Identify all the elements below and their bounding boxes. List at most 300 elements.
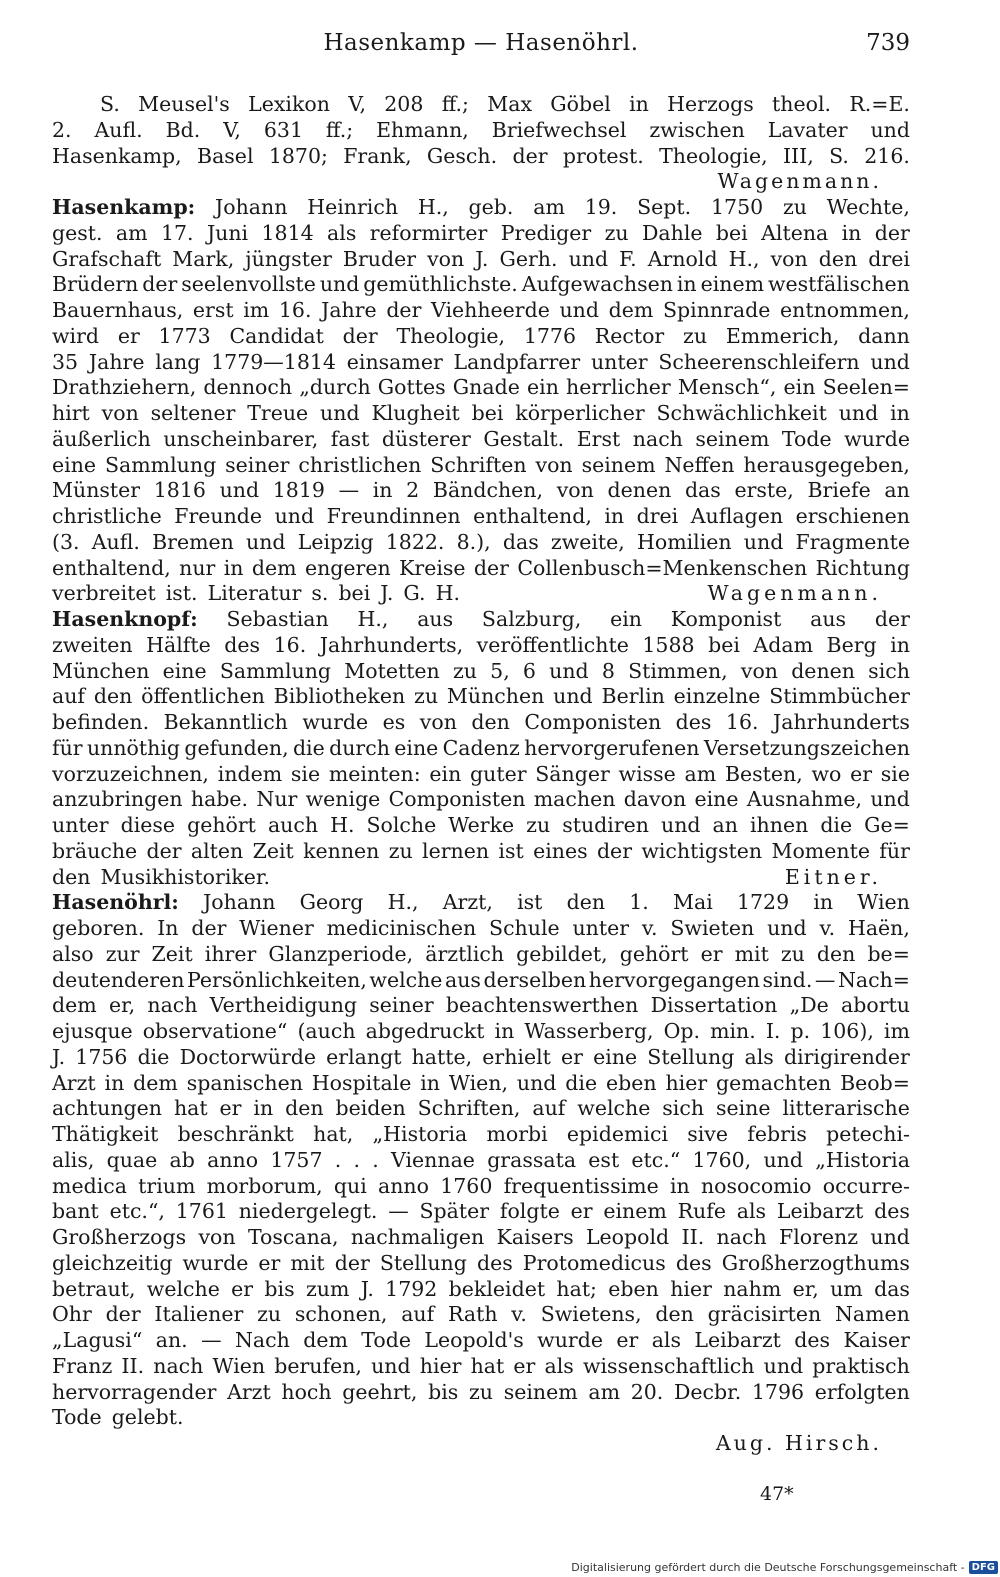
text-line xyxy=(52,1380,910,1406)
word: medicinischen xyxy=(326,916,477,940)
text-line xyxy=(52,659,910,685)
word: Treue xyxy=(247,401,309,425)
word: und xyxy=(568,246,609,271)
word: in xyxy=(669,1173,690,1198)
word: hervorragender xyxy=(52,1379,217,1404)
word: das xyxy=(502,529,539,554)
running-header xyxy=(52,30,910,64)
word: Mai xyxy=(673,890,713,915)
word: hervorgegangen xyxy=(588,967,760,992)
word: Nach= xyxy=(837,967,910,992)
word: 2 xyxy=(406,478,420,503)
text-line xyxy=(52,813,910,839)
word: Cadenz xyxy=(442,735,520,760)
text-line xyxy=(52,993,910,1019)
word: 216. xyxy=(864,143,910,168)
word: welche xyxy=(369,967,443,992)
word: ihrer xyxy=(204,941,257,966)
word: Nach xyxy=(234,1328,290,1352)
word: Fragmente xyxy=(795,529,910,554)
word: Ge= xyxy=(864,813,910,837)
word: 1819 xyxy=(272,478,325,503)
word: wichtigsten xyxy=(641,838,763,863)
credit-text: Digitalisierung gefördert durch die Deutsche Forschungsgemeinschaft - xyxy=(571,1560,965,1574)
word: Musikhistoriker. xyxy=(100,864,270,889)
word: einem xyxy=(700,272,765,297)
word: ärztlich xyxy=(425,941,505,966)
word: am xyxy=(115,220,148,245)
word: 1792 xyxy=(385,1276,438,1301)
word: die xyxy=(292,735,325,760)
word: Rufe xyxy=(677,1199,726,1224)
word: R.=E. xyxy=(849,92,910,116)
word: Beob= xyxy=(840,1070,910,1095)
author-signature: Eitner. xyxy=(784,864,882,889)
word: es xyxy=(382,710,406,734)
word: Freundinnen xyxy=(326,504,461,528)
word: Jahre xyxy=(88,349,145,374)
word: Leipzig xyxy=(297,529,374,554)
word: der xyxy=(386,298,422,322)
word: H., xyxy=(728,246,760,271)
word: der xyxy=(105,1302,141,1327)
word: Bd. xyxy=(165,117,201,142)
word: die xyxy=(820,813,853,837)
word: Max xyxy=(487,92,533,116)
word: bis xyxy=(428,1379,459,1404)
word: J. xyxy=(52,1044,66,1069)
word: und xyxy=(763,1147,803,1172)
word: er xyxy=(513,1353,536,1378)
word: Georg xyxy=(299,890,364,915)
word: Mark, xyxy=(172,246,235,271)
word: in xyxy=(813,890,834,915)
word: Arnold xyxy=(647,246,718,271)
word: 19. xyxy=(584,195,618,219)
word: sind. xyxy=(762,967,813,992)
text-line xyxy=(52,633,910,659)
word: des xyxy=(476,1250,513,1275)
word: — xyxy=(201,1328,222,1352)
word: Johann xyxy=(215,195,288,219)
word: 16. xyxy=(725,710,759,734)
word: Mensch“, xyxy=(677,375,777,400)
word: „De xyxy=(789,993,829,1018)
word: Kaisers xyxy=(496,1225,574,1249)
word: herausgegeben, xyxy=(743,452,910,477)
word: und xyxy=(553,684,593,709)
word: Nur xyxy=(256,787,298,812)
word: an. xyxy=(155,1328,188,1352)
word: Wiener xyxy=(239,916,314,940)
word: praktisch xyxy=(812,1353,910,1378)
word: studiren xyxy=(562,813,649,837)
word: und xyxy=(274,504,315,528)
word: Hasenkamp, xyxy=(52,143,182,168)
word: Bauernhaus, xyxy=(52,298,184,322)
word: Tode xyxy=(781,426,832,451)
word: und xyxy=(320,401,360,425)
word: . xyxy=(353,1147,361,1172)
author-signature: Wagenmann. xyxy=(717,169,882,194)
word: des xyxy=(675,1250,712,1275)
word: etc.“ xyxy=(631,1147,681,1172)
word: hatte, xyxy=(411,1044,473,1069)
word: s. xyxy=(311,581,329,606)
text-line xyxy=(52,1225,910,1251)
word: Op. xyxy=(663,1019,701,1043)
word: Aufl. xyxy=(94,117,143,142)
word: Namen xyxy=(834,1302,910,1327)
word: zu xyxy=(414,684,439,709)
word: bei xyxy=(715,220,748,245)
word: denen xyxy=(791,658,855,683)
word: ein xyxy=(429,761,462,786)
word: und xyxy=(767,916,807,940)
entry-headword: Hasenknopf: xyxy=(52,607,198,631)
word: 6 xyxy=(522,658,536,683)
word: der xyxy=(146,838,182,863)
word: hoch xyxy=(281,1379,332,1404)
word: erste, xyxy=(734,478,794,503)
word: Toscana, xyxy=(247,1225,339,1249)
word: Componisten xyxy=(388,787,526,812)
word: Wechte, xyxy=(826,195,910,219)
word: Leopold xyxy=(585,1225,670,1249)
word: 631 xyxy=(263,117,303,142)
text-line xyxy=(52,375,910,401)
word: In xyxy=(157,916,179,940)
word: Candidat xyxy=(229,323,324,348)
word: dennoch xyxy=(203,375,293,400)
word: Freunde xyxy=(174,504,263,528)
word: Franz xyxy=(52,1353,113,1378)
text-line xyxy=(52,272,910,298)
word: Münster xyxy=(52,478,141,503)
word: 1779—1814 xyxy=(211,349,336,374)
word: Grafschaft xyxy=(52,246,162,271)
word: protest. xyxy=(562,143,644,168)
text-line xyxy=(52,401,910,427)
word: beiden xyxy=(335,1096,406,1121)
word: niedergelegt. xyxy=(238,1199,378,1224)
word: 17. xyxy=(160,220,194,245)
word: zur xyxy=(105,941,140,966)
text-line xyxy=(52,1019,910,1045)
word: 1588 xyxy=(642,632,695,657)
word: ist xyxy=(517,890,543,915)
word: S. xyxy=(100,92,120,116)
word: morbi xyxy=(486,1122,548,1146)
word: erst xyxy=(192,298,234,322)
word: zu xyxy=(452,658,477,683)
word: Auflagen xyxy=(690,504,784,528)
word: Theologie, xyxy=(659,143,768,168)
word: seiner xyxy=(369,993,434,1018)
word: auf xyxy=(401,1302,435,1327)
word: betraut, xyxy=(52,1276,136,1301)
word: 1760 xyxy=(440,1173,493,1198)
word: die xyxy=(137,1044,170,1069)
word: Klugheit xyxy=(371,401,460,425)
word: est xyxy=(588,1147,620,1172)
word: gelebt. xyxy=(111,1405,184,1430)
word: und xyxy=(516,1070,557,1095)
word: III, xyxy=(782,143,814,168)
word: hier xyxy=(419,1353,462,1378)
word: seine xyxy=(715,1096,771,1121)
word: nahm xyxy=(723,1276,782,1301)
word: 16. xyxy=(278,298,312,322)
word: von xyxy=(198,1225,236,1249)
word: alten xyxy=(190,838,244,863)
word: er xyxy=(700,941,723,966)
word: 2. xyxy=(52,117,72,142)
word: 1750 xyxy=(710,195,764,219)
word: eine xyxy=(593,1044,638,1069)
word: eben xyxy=(605,1070,657,1095)
word: an xyxy=(712,813,738,837)
text-line xyxy=(52,478,910,504)
text-line xyxy=(52,581,910,607)
word: hat xyxy=(470,1353,505,1378)
word: Versetzungszeichen xyxy=(703,735,910,760)
word: achtungen xyxy=(52,1096,163,1121)
word: occurre- xyxy=(822,1173,910,1198)
word: gefunden, xyxy=(184,735,289,760)
word: ein xyxy=(527,375,559,400)
word: Protomedicus xyxy=(522,1250,666,1275)
word: epidemici xyxy=(566,1122,669,1146)
word: Componisten xyxy=(524,710,662,734)
word: nach xyxy=(153,1353,204,1378)
word: sive xyxy=(687,1122,729,1146)
word: bis xyxy=(264,1276,295,1301)
word: ab xyxy=(169,1147,195,1172)
word: nach xyxy=(716,1225,767,1249)
text-line xyxy=(52,968,910,994)
word: er, xyxy=(792,1276,819,1301)
word: Motetten xyxy=(344,658,440,683)
word: Salzburg, xyxy=(481,607,582,631)
word: 1757 xyxy=(270,1147,323,1172)
word: Juni xyxy=(206,220,249,245)
word: sich xyxy=(662,1096,705,1121)
word: Drathziehern, xyxy=(52,375,197,400)
word: H. xyxy=(435,581,460,606)
word: Homilien xyxy=(636,529,732,554)
word: der xyxy=(142,272,178,297)
word: von xyxy=(535,452,573,477)
word: in xyxy=(676,272,697,297)
word: spanischen xyxy=(186,1070,303,1095)
word: christlichen xyxy=(298,452,422,477)
word: Arzt, xyxy=(442,890,493,915)
word: Dissertation xyxy=(650,993,778,1018)
word: v. xyxy=(511,1302,527,1327)
word: wurde xyxy=(844,426,910,451)
word: dann xyxy=(858,323,910,348)
word: München xyxy=(52,658,150,683)
word: er xyxy=(117,323,140,348)
word: eine xyxy=(394,735,439,760)
word: aus xyxy=(417,607,454,631)
text-line xyxy=(52,118,910,144)
text-line xyxy=(52,221,910,247)
word: Tode xyxy=(361,1328,411,1352)
word: von xyxy=(770,246,808,271)
word: anzubringen xyxy=(52,787,183,812)
word: Arzt xyxy=(52,1070,96,1095)
word: Neffen xyxy=(664,452,735,477)
word: ff.; xyxy=(441,92,469,116)
page-number: 739 xyxy=(866,30,910,56)
word: Brüdern xyxy=(52,272,139,297)
word: Schriften, xyxy=(417,1096,521,1121)
word: den xyxy=(818,246,858,271)
word: litterarische xyxy=(782,1096,910,1121)
word: zu xyxy=(257,1302,282,1327)
word: für xyxy=(879,838,910,863)
word: Später xyxy=(419,1199,490,1224)
word: Sept. xyxy=(637,195,692,219)
word: eine xyxy=(694,787,739,812)
word: Dahle xyxy=(641,220,703,245)
word: febris xyxy=(747,1122,807,1146)
word: und xyxy=(559,298,600,322)
word: Decbr. xyxy=(673,1379,742,1404)
word: p. xyxy=(790,1019,811,1043)
text-line xyxy=(52,1096,910,1122)
word: Schwächlichkeit xyxy=(656,401,827,425)
word: der xyxy=(191,916,227,940)
word: er xyxy=(219,1096,242,1121)
text-line xyxy=(52,530,910,556)
word: 35 xyxy=(52,349,79,374)
word: Göbel xyxy=(550,92,611,116)
word: als xyxy=(651,1328,681,1352)
word: H. xyxy=(330,813,355,837)
word: — xyxy=(814,967,836,992)
word: Wasserberg, xyxy=(524,1019,654,1043)
word: in xyxy=(104,1070,125,1095)
word: „durch xyxy=(299,375,371,400)
text-line xyxy=(52,556,910,582)
text-line xyxy=(52,1354,910,1380)
word: der xyxy=(334,1250,370,1275)
word: Herzogs xyxy=(667,92,754,116)
word: das xyxy=(684,478,721,503)
word: Solche xyxy=(366,813,437,837)
word: der xyxy=(874,607,910,631)
word: zum xyxy=(305,1276,350,1301)
word: hirt xyxy=(52,401,90,425)
word: der xyxy=(473,555,509,580)
word: auf xyxy=(52,684,86,709)
word: nur xyxy=(179,555,216,580)
word: welche xyxy=(146,1276,220,1301)
word: Jahrhunderts xyxy=(773,710,910,734)
word: nach xyxy=(147,993,198,1018)
word: Gottes xyxy=(377,375,446,400)
word: 1729 xyxy=(736,890,790,915)
word: geehrt, xyxy=(342,1379,418,1404)
word: Kaiser xyxy=(843,1328,910,1352)
word: 5, xyxy=(490,658,510,683)
word: Bekanntlich xyxy=(163,710,288,734)
word: Erst xyxy=(576,426,621,451)
word: etc.“, xyxy=(109,1199,165,1224)
word: geboren. xyxy=(52,916,145,940)
word: reformirter xyxy=(369,220,488,245)
word: Aufgewachsen xyxy=(521,272,673,297)
word: Spinnrade xyxy=(662,298,771,322)
text-line xyxy=(52,710,910,736)
word: unter xyxy=(572,916,630,940)
word: Hälfte xyxy=(146,632,211,657)
word: erschienen xyxy=(795,504,910,528)
word: zu xyxy=(604,220,629,245)
word: wenige xyxy=(305,787,381,812)
word: entnommen, xyxy=(780,298,910,322)
text-line xyxy=(52,839,910,865)
word: abortu xyxy=(841,993,910,1018)
text-line xyxy=(52,1174,910,1200)
word: guter xyxy=(470,761,527,786)
word: 1756 xyxy=(75,1044,128,1069)
word: Lavater xyxy=(767,117,848,142)
word: Haën, xyxy=(847,916,910,940)
word: 1816 xyxy=(153,478,206,503)
word: Florenz xyxy=(778,1225,859,1249)
word: Leopold's xyxy=(424,1328,524,1352)
word: H., xyxy=(417,195,449,219)
text-line xyxy=(52,865,910,891)
word: ff.; xyxy=(325,117,354,142)
word: engeren xyxy=(304,555,391,580)
word: Basel xyxy=(197,143,254,168)
word: befinden. xyxy=(52,710,150,734)
word: alis, xyxy=(52,1147,95,1172)
word: bant xyxy=(52,1199,99,1224)
word: . xyxy=(372,1147,379,1172)
word: petechi- xyxy=(826,1122,910,1146)
text-line xyxy=(52,324,910,350)
word: (3. xyxy=(52,529,80,554)
entry-headword: Hasenöhrl: xyxy=(52,890,179,915)
word: Stimmen, xyxy=(628,658,728,683)
word: G. xyxy=(403,581,426,606)
word: in xyxy=(604,504,625,528)
word: der xyxy=(512,143,548,168)
word: welche xyxy=(577,1096,651,1121)
word: geb. xyxy=(468,195,514,219)
word: am xyxy=(588,1379,621,1404)
word: Momente xyxy=(771,838,870,863)
word: grassata xyxy=(487,1147,577,1172)
word: machen xyxy=(533,787,616,812)
word: zu xyxy=(469,1379,494,1404)
word: unscheinbarer, xyxy=(163,426,319,451)
word: „Historia xyxy=(815,1147,910,1172)
word: F. xyxy=(619,246,637,271)
word: v. xyxy=(641,916,658,940)
word: enthaltend, xyxy=(473,504,592,528)
word: wurde xyxy=(537,1328,603,1352)
word: observatione“ xyxy=(142,1019,288,1043)
word: V, xyxy=(223,117,241,142)
word: sie xyxy=(290,761,321,786)
